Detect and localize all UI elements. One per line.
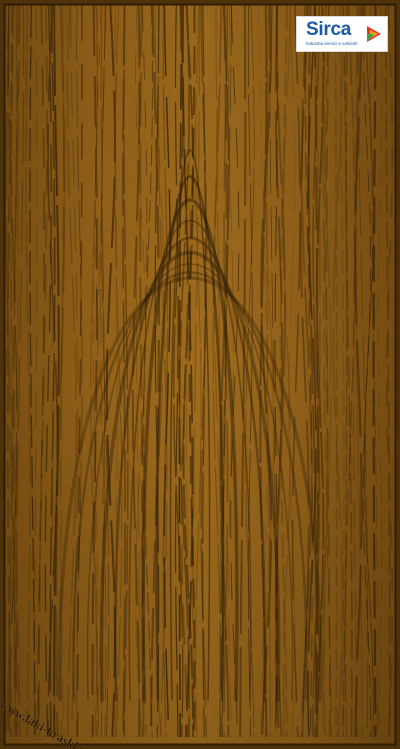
logo-tagline: industria vernici e solventi <box>306 41 358 46</box>
logo-wordmark: Sirca <box>306 19 351 40</box>
panel-shading <box>5 5 395 744</box>
sirca-mark-icon <box>365 23 383 45</box>
sirca-logo <box>296 16 388 52</box>
